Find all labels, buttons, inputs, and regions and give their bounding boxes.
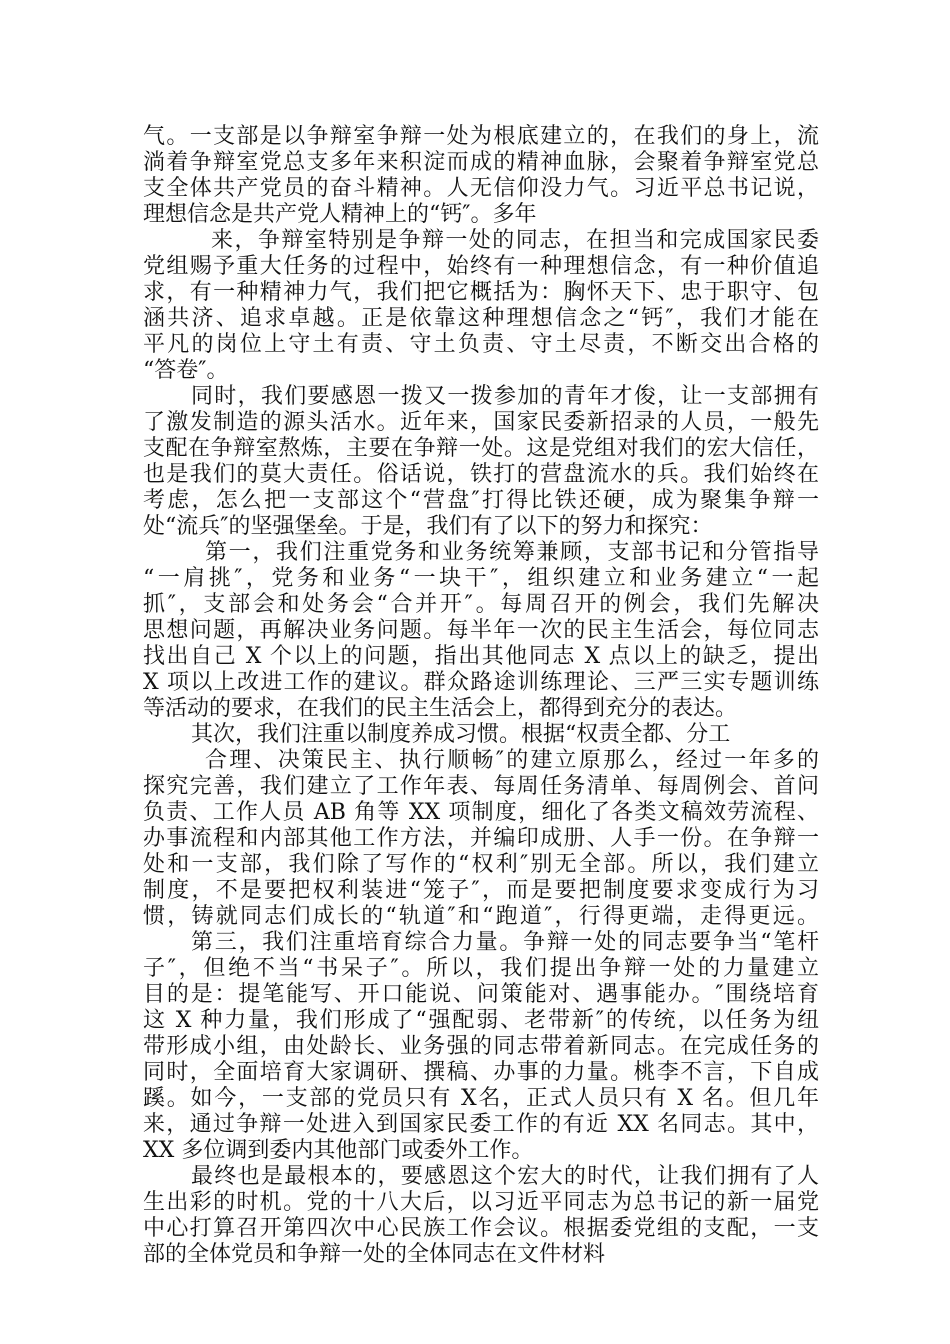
text-line: X 项以上改进工作的建议。群众路途训练理论、三严三实专题训练 — [143, 670, 819, 695]
text-line: 制度，不是要把权利装进“笼子″，而是要把制度要求变成行为习 — [143, 878, 819, 903]
text-line: 淌着争辩室党总支多年来积淀而成的精神血脉，会聚着争辩室党总 — [143, 150, 819, 175]
text-line: 思想问题，再解决业务问题。每半年一次的民主生活会，每位同志 — [143, 618, 819, 643]
text-line: 部的全体党员和争辩一处的全体同志在文件材料 — [143, 1242, 606, 1267]
text-line: 理想信念是共产党人精神上的“钙″。多年 — [143, 202, 537, 227]
text-line: 了激发制造的源头活水。近年来，国家民委新招录的人员，一般先 — [143, 410, 819, 435]
text-line: 这 X 种力量，我们形成了“强配弱、老带新″的传统，以任务为纽 — [143, 1008, 819, 1033]
text-line: 抓″，支部会和处务会“合并开″。每周召开的例会，我们先解决 — [143, 592, 819, 617]
text-line: 平凡的岗位上守土有责、守土负责、守土尽责，不断交出合格的 — [143, 332, 819, 357]
text-line: 等活动的要求，在我们的民主生活会上，都得到充分的表达。 — [143, 696, 738, 721]
text-line: 党组赐予重大任务的过程中，始终有一种理想信念，有一种价值追 — [143, 254, 819, 279]
text-line: 其次，我们注重以制度养成习惯。根据“权责全都、分工 — [191, 722, 731, 747]
text-line: XX 多位调到委内其他部门或委外工作。 — [143, 1138, 534, 1163]
text-line: 处和一支部，我们除了写作的“权利″别无全部。所以，我们建立 — [143, 852, 819, 877]
text-line: 涵共济、追求卓越。正是依靠这种理想信念之“钙″，我们才能在 — [143, 306, 819, 331]
document-page — [143, 124, 819, 1268]
text-line: 来，通过争辩一处进入到国家民委工作的有近 XX 名同志。其中， — [143, 1112, 819, 1137]
text-line: 同时，全面培育大家调研、撰稿、办事的力量。桃李不言，下自成 — [143, 1060, 819, 1085]
text-line: 合理、决策民主、执行顺畅″的建立原那么，经过一年多的 — [205, 748, 819, 773]
text-line: 也是我们的莫大责任。俗话说，铁打的营盘流水的兵。我们始终在 — [143, 462, 819, 487]
text-line: 第三，我们注重培育综合力量。争辩一处的同志要争当“笔杆 — [191, 930, 819, 955]
text-line: 探究完善，我们建立了工作年表、每周任务清单、每周例会、首问 — [143, 774, 819, 799]
text-line: 求，有一种精神力气，我们把它概括为：胸怀天下、忠于职守、包 — [143, 280, 819, 305]
text-line: 中心打算召开第四次中心民族工作会议。根据委党组的支配，一支 — [143, 1216, 819, 1241]
text-line: 最终也是最根本的，要感恩这个宏大的时代，让我们拥有了人 — [191, 1164, 819, 1189]
text-line: 生出彩的时机。党的十八大后，以习近平同志为总书记的新一届党 — [143, 1190, 819, 1215]
text-line: 找出自己 X 个以上的问题，指出其他同志 X 点以上的缺乏，提出 — [143, 644, 819, 669]
text-line: 带形成小组，由处龄长、业务强的同志带着新同志。在完成任务的 — [143, 1034, 819, 1059]
text-line: 来，争辩室特别是争辩一处的同志，在担当和完成国家民委 — [211, 228, 819, 253]
text-line: 办事流程和内部其他工作方法，并编印成册、人手一份。在争辩一 — [143, 826, 819, 851]
text-line: 处“流兵″的坚强堡垒。于是，我们有了以下的努力和探究： — [143, 514, 713, 539]
text-line: “一肩挑″，党务和业务“一块干″，组织建立和业务建立“一起 — [143, 566, 819, 591]
text-line: 目的是：提笔能写、开口能说、问策能对、遇事能办。″围绕培育 — [143, 982, 819, 1007]
text-line: 支全体共产党员的奋斗精神。人无信仰没力气。习近平总书记说， — [143, 176, 819, 201]
text-line: 负责、工作人员 AB 角等 XX 项制度，细化了各类文稿效劳流程、 — [143, 800, 819, 825]
text-line: 考虑，怎么把一支部这个“营盘″打得比铁还硬，成为聚集争辩一 — [143, 488, 819, 513]
text-line: 同时，我们要感恩一拨又一拨参加的青年才俊，让一支部拥有 — [191, 384, 819, 409]
text-line: 蹊。如今，一支部的党员只有 X名，正式人员只有 X 名。但几年 — [143, 1086, 819, 1111]
text-line: 惯，铸就同志们成长的“轨道″和“跑道″，行得更端，走得更远。 — [143, 904, 819, 929]
text-line: 气。一支部是以争辩室争辩一处为根底建立的，在我们的身上，流 — [143, 124, 819, 149]
text-line: 支配在争辩室熬炼，主要在争辩一处。这是党组对我们的宏大信任， — [143, 436, 819, 461]
text-line: “答卷″。 — [143, 358, 229, 383]
text-line: 子″，但绝不当“书呆子″。所以，我们提出争辩一处的力量建立 — [143, 956, 819, 981]
text-line: 第一，我们注重党务和业务统筹兼顾，支部书记和分管指导 — [205, 540, 819, 565]
